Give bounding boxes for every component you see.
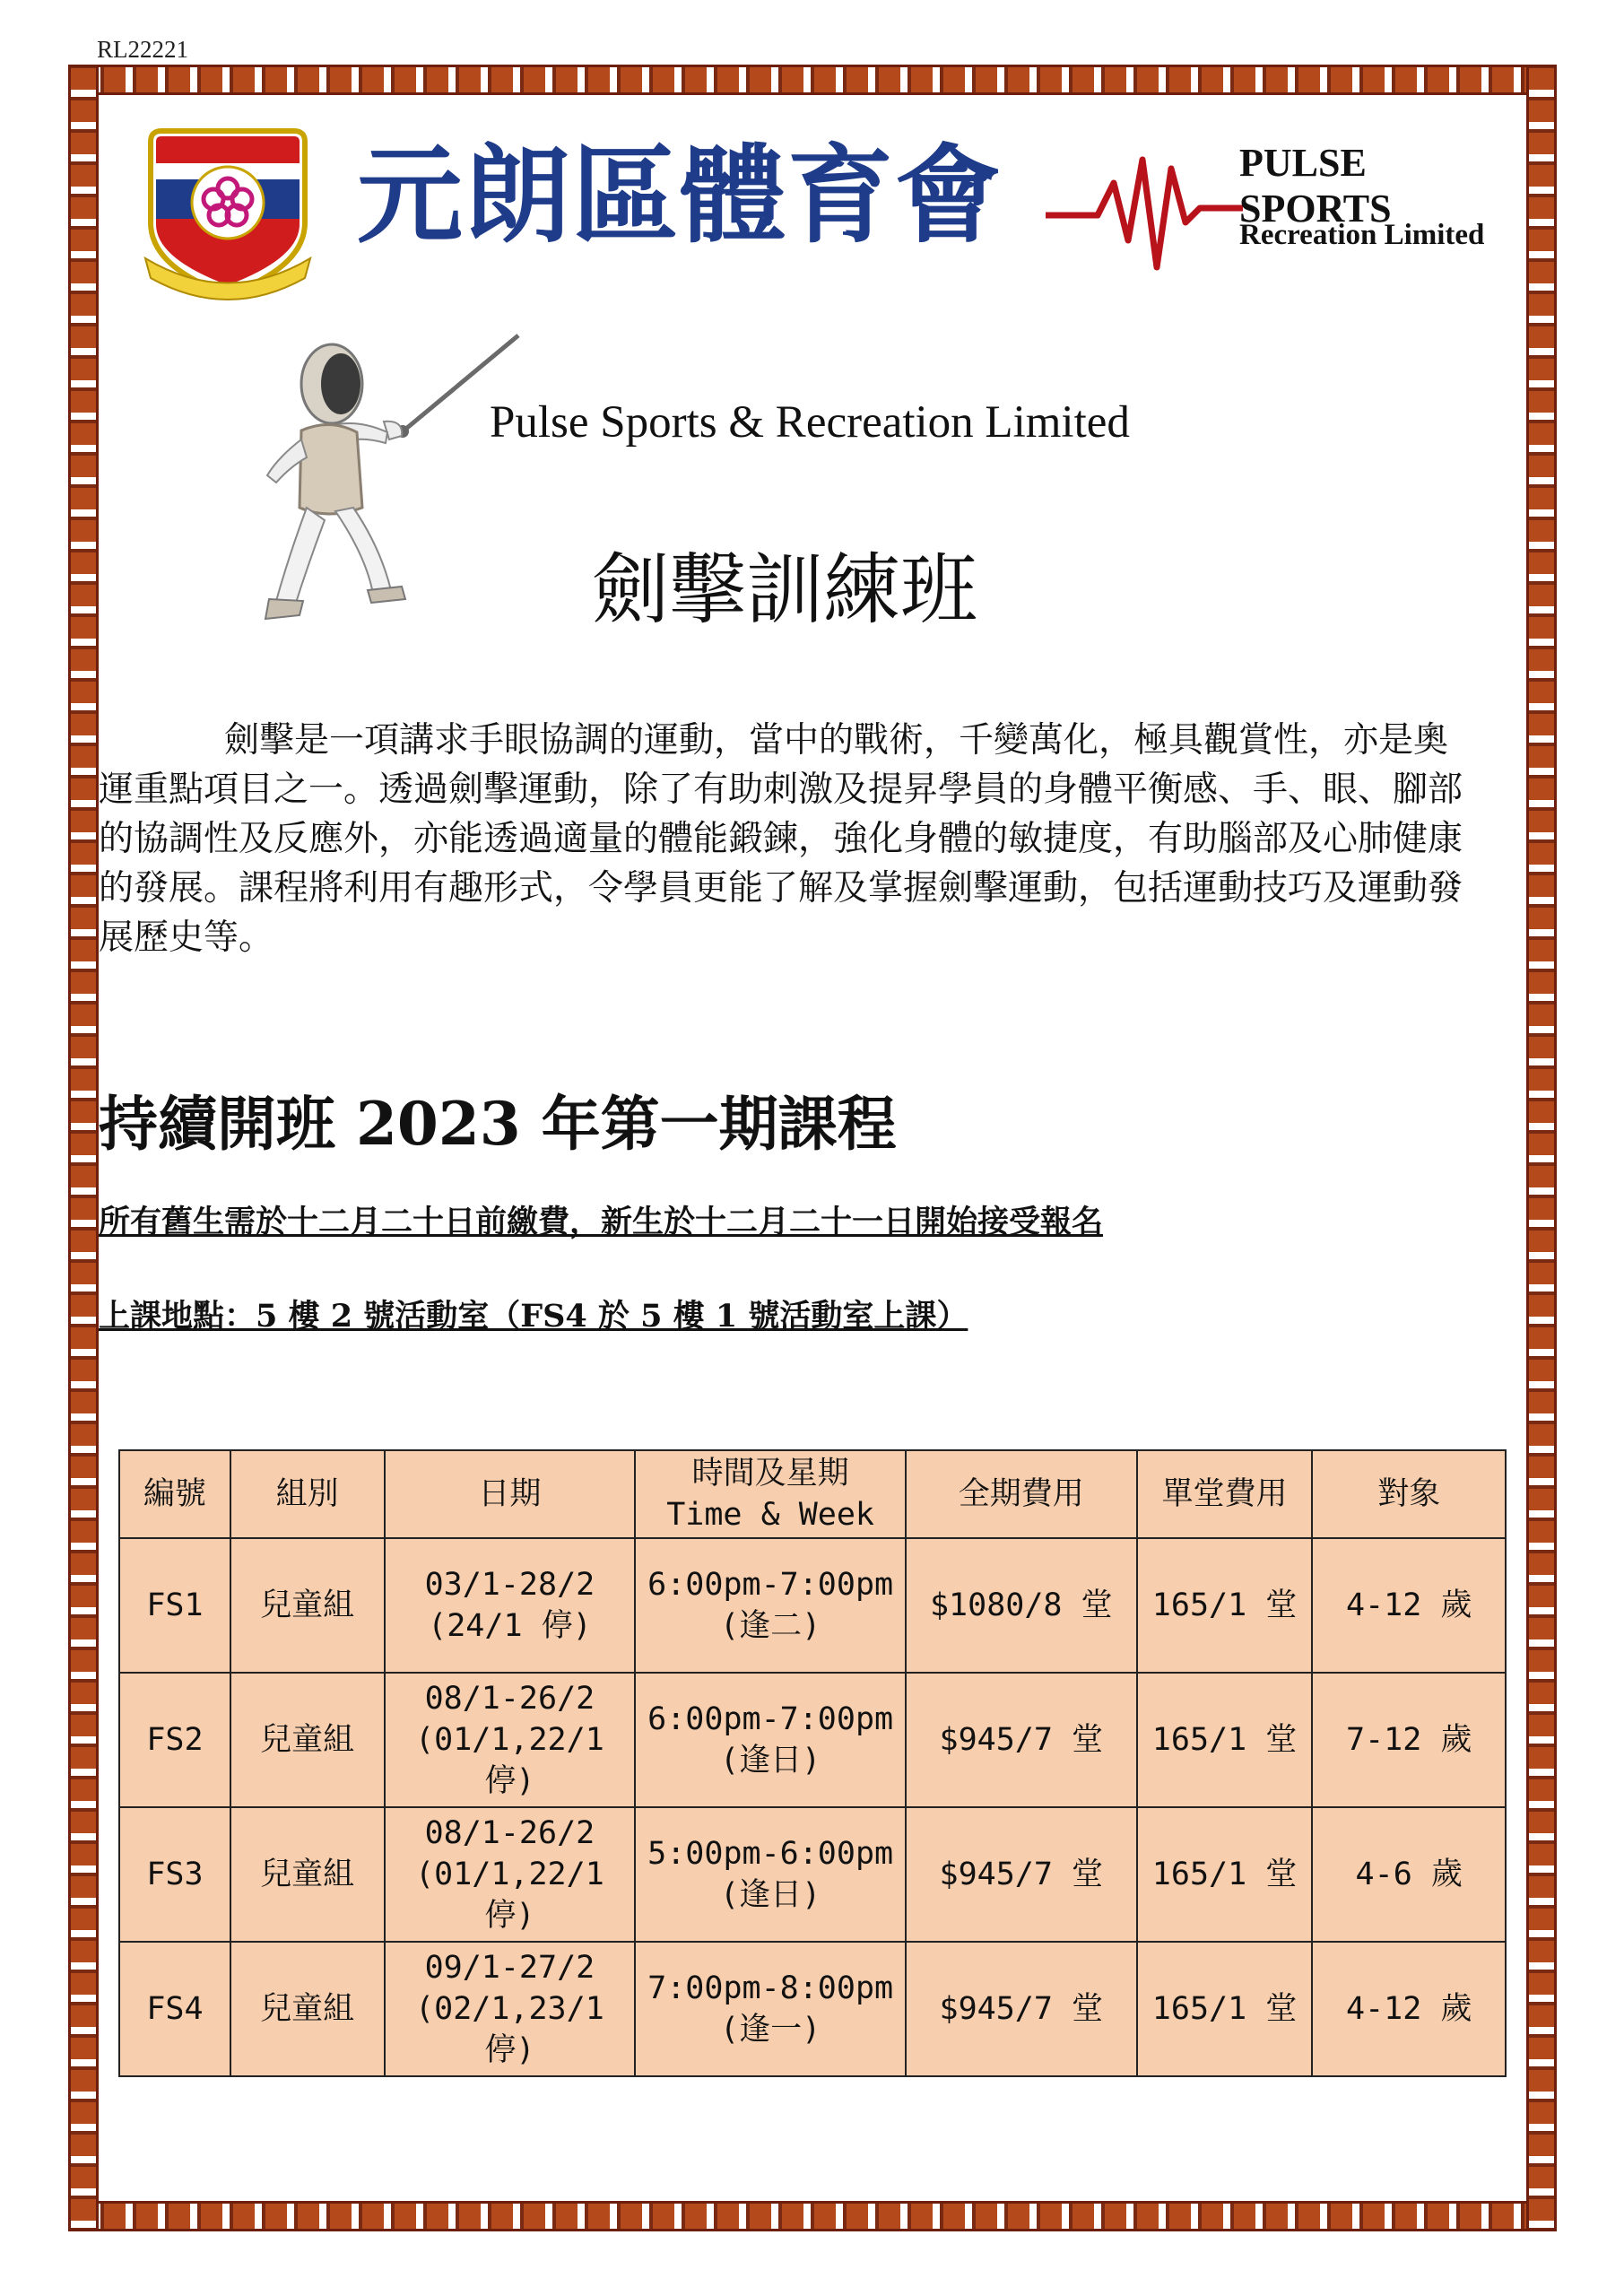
cell-group: 兒童組 xyxy=(230,1942,385,2076)
cell-time xyxy=(635,1807,906,1942)
schedule-table xyxy=(118,1449,1507,2077)
fencer-illustration xyxy=(213,332,536,628)
header-code: 編號 xyxy=(119,1450,230,1538)
cell-time-range: 5:00pm-6:00pm xyxy=(647,1836,894,1872)
cell-date xyxy=(385,1673,636,1807)
cell-group: 兒童組 xyxy=(230,1673,385,1807)
cell-full-fee: $945/7 堂 xyxy=(906,1942,1137,2076)
cell-date-note: (24/1 停) xyxy=(428,1608,592,1644)
cell-day: (逢一) xyxy=(720,2012,821,2048)
section-heading: 持續開班 2023 年第一期課程 xyxy=(99,1089,897,1159)
document-reference: RL22221 xyxy=(97,36,189,63)
cell-day: (逢日) xyxy=(720,1877,821,1913)
cell-day: (逢二) xyxy=(720,1608,821,1644)
cell-time-range: 6:00pm-7:00pm xyxy=(647,1567,894,1603)
cell-target: 4-12 歲 xyxy=(1312,1538,1506,1673)
cell-single-fee: 165/1 堂 xyxy=(1137,1673,1313,1807)
cell-full-fee: $945/7 堂 xyxy=(906,1807,1137,1942)
border-left xyxy=(68,65,99,2231)
cell-full-fee: $1080/8 堂 xyxy=(906,1538,1137,1673)
course-title: 劍擊訓練班 xyxy=(592,545,977,635)
header-time-en: Time & Week xyxy=(666,1497,875,1533)
header-single-fee: 單堂費用 xyxy=(1137,1450,1313,1538)
cell-code: FS2 xyxy=(119,1673,230,1807)
header-group: 組別 xyxy=(230,1450,385,1538)
cell-target: 4-6 歲 xyxy=(1312,1807,1506,1942)
pulse-sports-logo xyxy=(1046,133,1485,276)
cell-date xyxy=(385,1942,636,2076)
cell-date-note: (01/1,22/1 停) xyxy=(415,1722,604,1799)
header-target: 對象 xyxy=(1312,1450,1506,1538)
cell-time xyxy=(635,1673,906,1807)
cell-date-note: (01/1,22/1 停) xyxy=(415,1857,604,1934)
cell-single-fee: 165/1 堂 xyxy=(1137,1538,1313,1673)
cell-code: FS3 xyxy=(119,1807,230,1942)
cell-time-range: 7:00pm-8:00pm xyxy=(647,1970,894,2006)
cell-code: FS1 xyxy=(119,1538,230,1673)
yldsa-emblem-icon xyxy=(142,124,314,303)
cell-day: (逢日) xyxy=(720,1743,821,1779)
payment-note: 所有舊生需於十二月二十日前繳費，新生於十二月二十一日開始接受報名 xyxy=(99,1204,1104,1240)
cell-date-range: 03/1-28/2 xyxy=(424,1567,595,1603)
organization-name: 元朗區體育會 xyxy=(357,134,1003,257)
header-full-fee: 全期費用 xyxy=(906,1450,1137,1538)
venue-note: 上課地點：5 樓 2 號活動室（FS4 於 5 樓 1 號活動室上課） xyxy=(99,1298,968,1335)
cell-time xyxy=(635,1942,906,2076)
cell-date-range: 09/1-27/2 xyxy=(424,1950,595,1986)
header-time-zh: 時間及星期 xyxy=(691,1456,849,1492)
pulse-logo-line1: PULSE SPORTS xyxy=(1239,141,1392,230)
table-row xyxy=(119,1942,1506,2076)
pulse-logo-line2: Recreation Limited xyxy=(1239,219,1485,251)
cell-date-range: 08/1-26/2 xyxy=(424,1681,595,1717)
border-right xyxy=(1526,65,1557,2231)
cell-group: 兒童組 xyxy=(230,1807,385,1942)
cell-single-fee: 165/1 堂 xyxy=(1137,1807,1313,1942)
border-bottom xyxy=(68,2201,1557,2231)
cell-full-fee: $945/7 堂 xyxy=(906,1673,1137,1807)
cell-date-note: (02/1,23/1 停) xyxy=(415,1991,604,2068)
cell-time xyxy=(635,1538,906,1673)
cell-date-range: 08/1-26/2 xyxy=(424,1815,595,1851)
table-header-row xyxy=(119,1450,1506,1538)
cell-time-range: 6:00pm-7:00pm xyxy=(647,1701,894,1737)
pulse-heartbeat-icon xyxy=(1046,133,1243,276)
table-row xyxy=(119,1538,1506,1673)
cell-group: 兒童組 xyxy=(230,1538,385,1673)
intro-paragraph: 劍擊是一項講求手眼協調的運動，當中的戰術，千變萬化，極具觀賞性，亦是奧運重點項目之一。透過劍擊運動，除了有助刺激及提昇學員的身體平衡感、手、眼、腳部的協調性及反應外，亦能透過適量的體能鍛鍊，強化身體的敏捷度，有助腦部及心肺健康的發展。課程將利用有趣形式，令學員更能了解及掌握劍擊運動，包括運動技巧及運動發展歷史等。 xyxy=(99,720,1463,958)
cell-target: 4-12 歲 xyxy=(1312,1942,1506,2076)
table-row xyxy=(119,1807,1506,1942)
cell-code: FS4 xyxy=(119,1942,230,2076)
cell-date xyxy=(385,1807,636,1942)
company-name: Pulse Sports & Recreation Limited xyxy=(490,397,1130,448)
cell-date xyxy=(385,1538,636,1673)
cell-single-fee: 165/1 堂 xyxy=(1137,1942,1313,2076)
header-date: 日期 xyxy=(385,1450,636,1538)
border-top xyxy=(68,65,1557,95)
table-row xyxy=(119,1673,1506,1807)
header-time xyxy=(635,1450,906,1538)
cell-target: 7-12 歲 xyxy=(1312,1673,1506,1807)
